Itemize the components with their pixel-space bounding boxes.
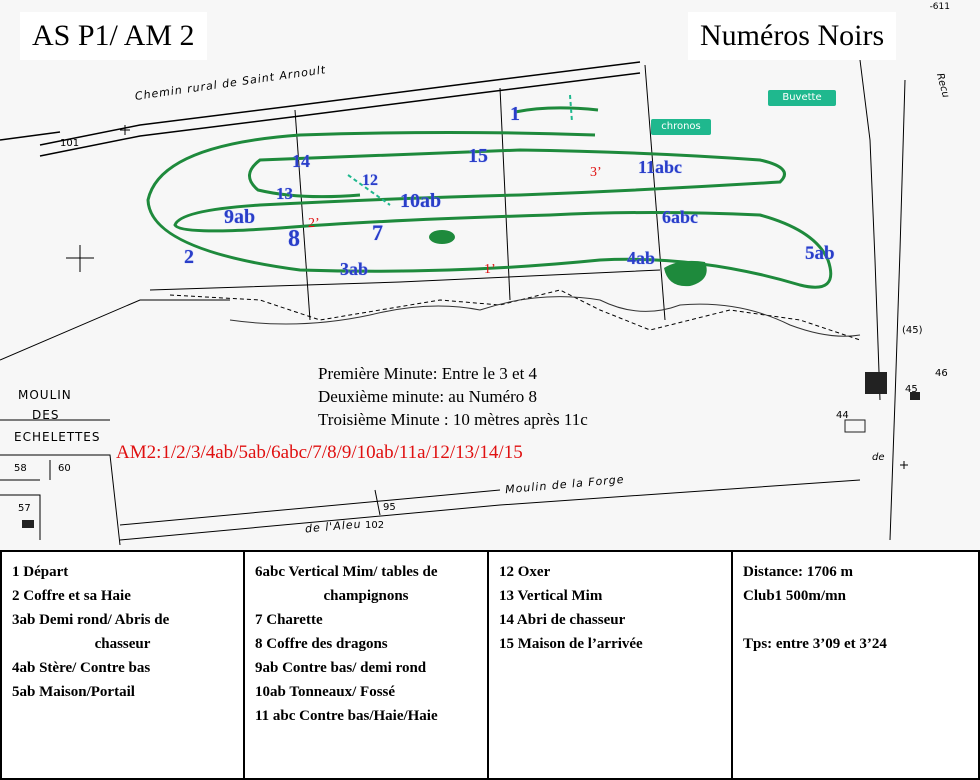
- obstacle-number-6abc: 6abc: [662, 207, 698, 227]
- legend-item: 10ab Tonneaux/ Fossé: [255, 684, 396, 700]
- legend-item: 1 Départ: [12, 564, 69, 580]
- legend-item: chasseur: [94, 636, 151, 652]
- legend-table: [0, 550, 980, 780]
- road-label-bottom-2: de l'Aleu: [304, 517, 363, 536]
- obstacle-number-5ab: 5ab: [805, 243, 835, 264]
- legend-item: 4ab Stère/ Contre bas: [12, 660, 151, 676]
- plot-102: 102: [365, 520, 385, 531]
- club-speed: Club1 500m/mn: [743, 588, 846, 604]
- echelettes-label: ECHELETTES: [14, 430, 101, 444]
- obstacle-number-12: 12: [362, 172, 378, 189]
- obstacle-number-2: 2: [184, 246, 194, 268]
- info-minute-1: Première Minute: Entre le 3 et 4: [318, 364, 538, 383]
- legend-col-1: [2, 552, 245, 778]
- title-numeros: Numéros Noirs: [688, 12, 896, 60]
- des-label: DES: [32, 408, 60, 422]
- buvette-tag: Buvette: [768, 90, 836, 106]
- legend-item: 7 Charette: [255, 612, 323, 628]
- obstacle-number-7: 7: [372, 220, 383, 245]
- legend-item: 12 Oxer: [499, 564, 551, 580]
- obstacle-number-13: 13: [276, 184, 293, 203]
- obstacle-number-4ab: 4ab: [627, 248, 656, 268]
- minute-mark-3: 3’: [590, 165, 602, 180]
- corner-mark: -611: [929, 2, 950, 12]
- plot-45: 45: [905, 384, 918, 395]
- legend-col-2: [245, 552, 489, 778]
- plot-44: 44: [836, 410, 849, 421]
- plot-58: 58: [14, 463, 27, 474]
- obstacle-sequence: AM2:1/2/3/4ab/5ab/6abc/7/8/9/10ab/11a/12/13/14/15: [116, 442, 523, 463]
- legend-item: 15 Maison de l’arrivée: [499, 636, 643, 652]
- distance: Distance: 1706 m: [743, 564, 853, 580]
- chronos-tag: chronos: [651, 119, 711, 135]
- info-minute-3: Troisième Minute : 10 mètres après 11c: [318, 410, 588, 429]
- pond-1: [429, 230, 455, 244]
- legend-item: 8 Coffre des dragons: [255, 636, 388, 652]
- legend-item: 5ab Maison/Portail: [12, 684, 135, 700]
- legend-item: 11 abc Contre bas/Haie/Haie: [255, 708, 438, 724]
- road-label-bottom: Moulin de la Forge: [504, 472, 625, 497]
- obstacle-number-14: 14: [292, 151, 310, 171]
- info-minute-2: Deuxième minute: au Numéro 8: [318, 387, 538, 406]
- minute-mark-1: 1’: [484, 262, 496, 277]
- obstacle-number-1: 1: [510, 103, 520, 125]
- obstacle-number-3ab: 3ab: [340, 259, 369, 279]
- obstacle-number-10ab: 10ab: [400, 190, 442, 212]
- legend-item: 9ab Contre bas/ demi rond: [255, 660, 427, 676]
- legend-item: 2 Coffre et sa Haie: [12, 588, 131, 604]
- plot-95: 95: [383, 502, 396, 513]
- road-label-top: Chemin rural de Saint Arnoult: [134, 63, 327, 103]
- recu-label: Recu: [933, 72, 952, 99]
- dashed-path: [170, 290, 860, 340]
- obstacle-number-11abc: 11abc: [638, 157, 683, 177]
- plot-45b: (45): [902, 325, 923, 336]
- legend-col-4: [733, 552, 978, 778]
- obstacle-number-9ab: 9ab: [224, 206, 256, 228]
- legend-item: 14 Abri de chasseur: [499, 612, 626, 628]
- road-101: 101: [60, 138, 80, 149]
- legend-item: champignons: [323, 588, 409, 604]
- pond-2: [664, 261, 707, 286]
- legend-item: 13 Vertical Mim: [499, 588, 603, 604]
- legend-item: 3ab Demi rond/ Abris de: [12, 612, 170, 628]
- page-title: AS P1/ AM 2: [20, 12, 207, 60]
- time-range: Tps: entre 3’09 et 3’24: [743, 636, 887, 652]
- plot-60: 60: [58, 463, 71, 474]
- course-route: [148, 108, 831, 287]
- de-label: de: [872, 452, 885, 463]
- legend-item: 6abc Vertical Mim/ tables de: [255, 564, 438, 580]
- minute-mark-2: 2’: [308, 216, 320, 231]
- moulin-label: MOULIN: [18, 388, 72, 402]
- hedge-line: [230, 297, 860, 337]
- obstacle-number-8: 8: [288, 226, 300, 252]
- obstacle-number-15: 15: [468, 145, 488, 167]
- plot-46: 46: [935, 368, 948, 379]
- spacer: [743, 608, 968, 632]
- plot-57: 57: [18, 503, 31, 514]
- legend-col-3: [489, 552, 733, 778]
